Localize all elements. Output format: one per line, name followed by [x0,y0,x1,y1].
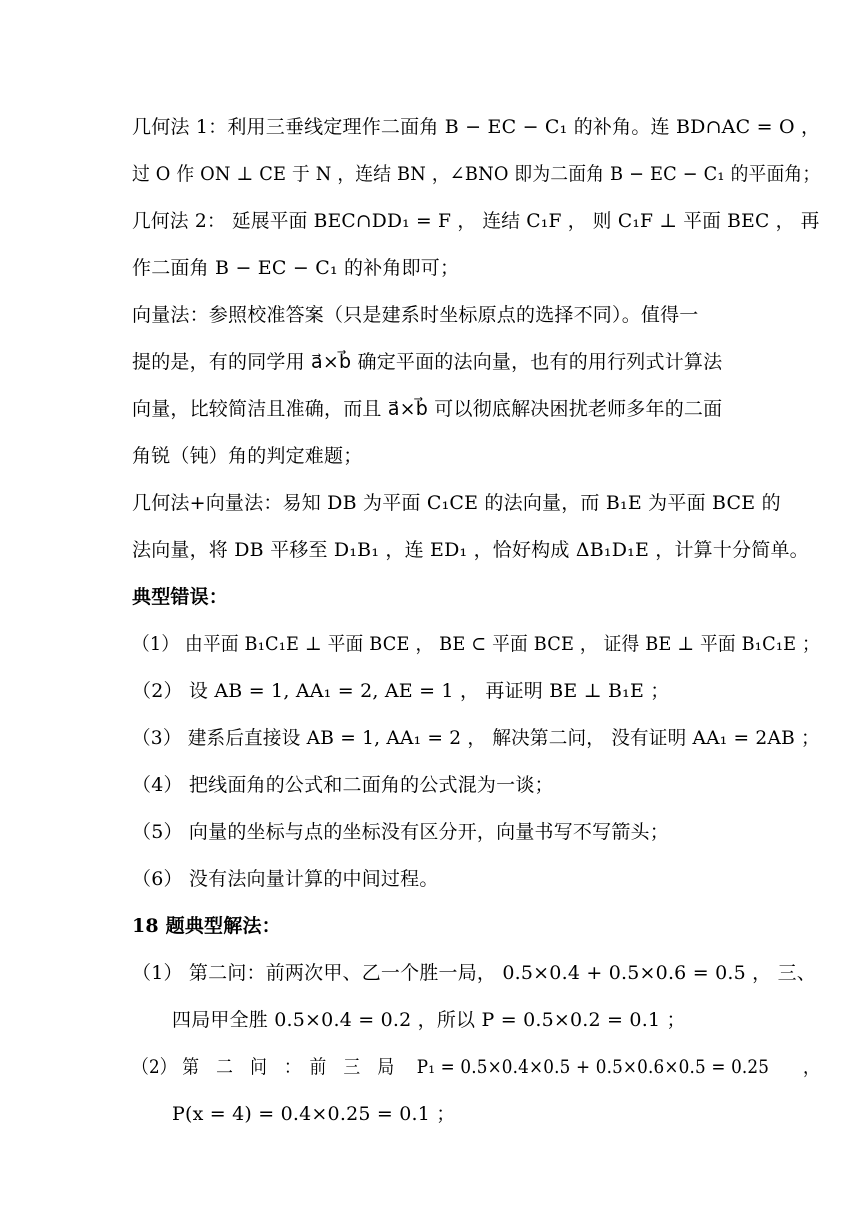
q18-heading: 18 题典型解法： [132,915,281,937]
error-item-2: （2） 设 AB = 1, AA₁ = 2, AE = 1 ， 再证明 BE ⊥ B₁E ； [132,680,670,702]
vector-method-line-4: 角锐（钝）角的判定难题； [132,445,363,467]
q18-item-1-line-2: 四局甲全胜 0.5×0.4 = 0.2 ，所以 P = 0.5×0.2 = 0.1 ； [172,1009,686,1031]
vector-method-line-1: 向量法：参照校准答案（只是建系时坐标原点的选择不同）。值得一 [132,304,699,326]
q18-item-1-line-1: （1） 第二问：前两次甲、乙一个胜一局， 0.5×0.4 + 0.5×0.6 = 0.5 ， 三、 [132,962,816,984]
geometry-method-2-line-2: 作二面角 B − EC − C₁ 的补角即可； [132,257,460,279]
typical-errors-heading: 典型错误： [132,586,229,608]
mixed-method-line-2: 法向量，将 DB 平移至 D₁B₁ ，连 ED₁ ，恰好构成 ΔB₁D₁E ，计算十分简单。 [132,539,809,561]
error-item-1: （1） 由平面 B₁C₁E ⊥ 平面 BCE ， BE ⊂ 平面 BCE ， 证得 BE ⊥ 平面 B₁C₁E ； [132,633,820,655]
error-item-4: （4） 把线面角的公式和二面角的公式混为一谈； [132,774,554,796]
q18-item-2-line-2: P(x = 4) = 0.4×0.25 = 0.1 ； [172,1103,456,1125]
geometry-method-1-line-2: 过 O 作 ON ⊥ CE 于 N ，连结 BN ，∠BNO 即为二面角 B − EC − C₁ 的平面角； [132,163,821,185]
error-item-3: （3） 建系后直接设 AB = 1, AA₁ = 2 ， 解决第二问， 没有证明 AA₁ = 2AB ； [132,727,820,749]
vector-method-line-3: 向量，比较简洁且准确，而且 a⃗×b⃗ 可以彻底解决困扰老师多年的二面 [132,398,723,420]
error-item-6: （6） 没有法向量计算的中间过程。 [132,868,439,890]
geometry-method-2-line-1: 几何法 2： 延展平面 BEC∩DD₁ = F ， 连结 C₁F ， 则 C₁F ⊥ 平面 BEC ， 再 [132,210,820,232]
geometry-method-1-line-1: 几何法 1：利用三垂线定理作二面角 B − EC − C₁ 的补角。连 BD∩AC = O ， [132,116,821,138]
error-item-5: （5） 向量的坐标与点的坐标没有区分开，向量书写不写箭头； [132,821,669,843]
mixed-method-line-1: 几何法+向量法：易知 DB 为平面 C₁CE 的法向量，而 B₁E 为平面 BCE 的 [132,492,781,514]
vector-method-line-2: 提的是，有的同学用 a⃗×b⃗ 确定平面的法向量，也有的用行列式计算法 [132,351,723,373]
q18-item-2-line-1: （2） 第 二 问 ： 前 三 局 P₁ = 0.5×0.4×0.5 + 0.5×0.6×0.5 = 0.25 ， [132,1056,820,1078]
